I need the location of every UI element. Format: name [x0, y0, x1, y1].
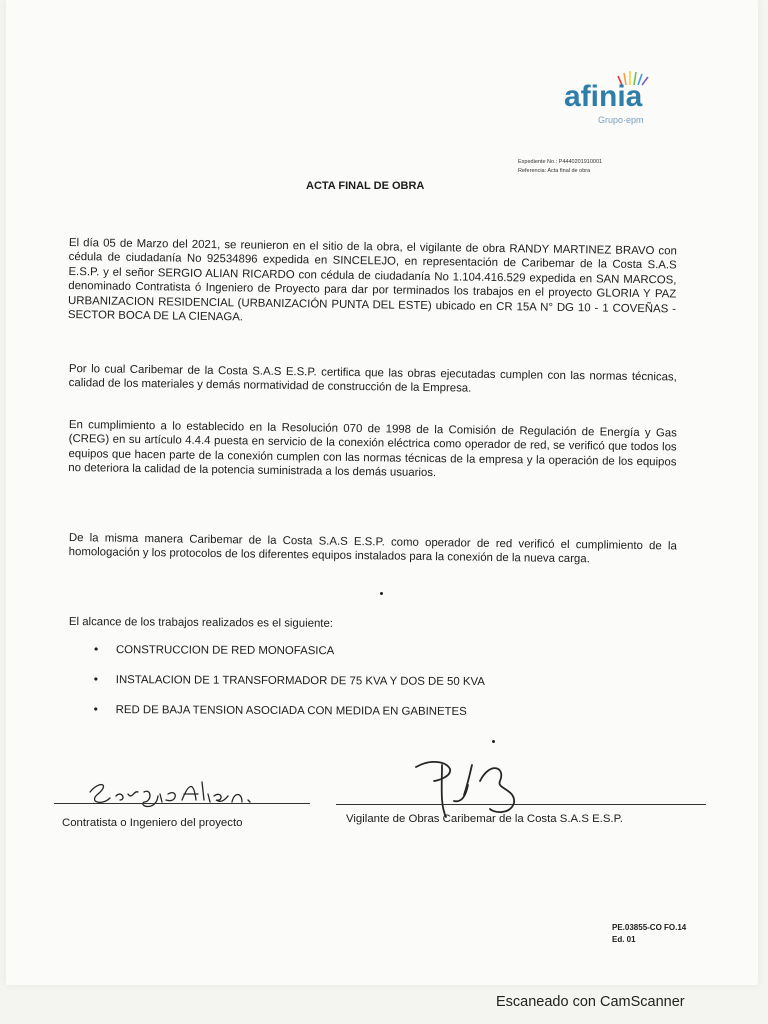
scope-item-text: CONSTRUCCION DE RED MONOFASICA [115, 644, 335, 658]
paragraph-scope-intro: El alcance de los trabajos realizados es el siguiente: [68, 616, 334, 630]
reference-line-1: Expediente No.: P4440201910001 [518, 159, 603, 165]
document-page [6, 0, 758, 985]
logo-brand-text: afinia [564, 80, 643, 113]
list-item [94, 672, 485, 704]
contractor-signature-line [54, 803, 310, 804]
paragraph-meeting: El día 05 de Marzo del 2021, se reunieron en el sitio de la obra, el vigilante de obra RANDY MARTINEZ BRAVO con cédula de ciudadanía No 92534896 expedida en SINCELEJO, en representación de Caribemar de la Costa S.A.S E.S.P. y el señor SERGIO ALIAN RICARDO con cédula de ciudadanía No 1.104.416.529 expedida en SAN MARCOS, denominado Contratista ó Ingeniero de Proyecto para dar por terminados los trabajos en el proyecto GLORIA Y PAZ URBANIZACION RESIDENCIAL (URBANIZACIÓN PUNTA DEL ESTE) ubicado en CR 15A N° DG 10 - 1 COVEÑAS - SECTOR BOCA DE LA CIENAGA. [67, 236, 677, 324]
logo-sub-text: Grupo·epm [598, 115, 644, 125]
paragraph-homologation: De la misma manera Caribemar de la Costa S.A.S E.S.P. como operador de red verificó el cumplimiento de la homologación y los protocolos de los diferentes equipos instalados para la conexión de la nueva carga. [68, 531, 677, 566]
afinia-logo [564, 70, 684, 130]
scanner-watermark: Escaneado con CamScanner [496, 994, 685, 1010]
scan-speck [380, 592, 383, 595]
scope-item-text: INSTALACION DE 1 TRANSFORMADOR DE 75 KVA Y DOS DE 50 KVA [115, 674, 485, 689]
reference-line-2: Referencia: Acta final de obra [518, 168, 591, 174]
list-item [94, 702, 485, 734]
supervisor-signature-line [336, 804, 706, 805]
contractor-signature-label: Contratista o Ingeniero del proyecto [62, 817, 243, 829]
supervisor-signature-label: Vigilante de Obras Caribemar de la Costa S.A.S E.S.P. [346, 813, 623, 825]
contractor-signature [86, 778, 266, 812]
form-code-line-1: PE.03855-CO FO.14 [612, 923, 687, 932]
paragraph-certification: Por lo cual Caribemar de la Costa S.A.S E.S.P. certifica que las obras ejecutadas cumplen con las normas técnicas, calidad de los materiales y demás normatividad de construcción de la Empresa. [68, 362, 677, 396]
scope-list [94, 642, 486, 734]
bullet-icon: • [93, 642, 99, 657]
reference-block [518, 158, 602, 176]
bullet-icon: • [93, 701, 98, 717]
paragraph-creg-compliance: En cumplimiento a lo establecido en la Resolución 070 de 1998 de la Comisión de Regulación de Energía y Gas (CREG) en su artículo 4.4.4 puesta en servicio de la conexión eléctrica como operador de red, se verificó que todos los equipos que hacen parte de la conexión cumplen con las normas técnicas de la empresa y la operación de los equipos no deteriora la calidad de la potencia suministrada a los demás usuarios. [68, 418, 677, 480]
form-code [612, 922, 686, 946]
form-code-line-2: Ed. 01 [612, 935, 636, 944]
scope-item-text: RED DE BAJA TENSION ASOCIADA CON MEDIDA EN GABINETES [115, 704, 467, 718]
scan-speck [492, 740, 495, 743]
bullet-icon: • [93, 671, 99, 687]
list-item [94, 642, 485, 674]
document-title: ACTA FINAL DE OBRA [306, 180, 425, 192]
